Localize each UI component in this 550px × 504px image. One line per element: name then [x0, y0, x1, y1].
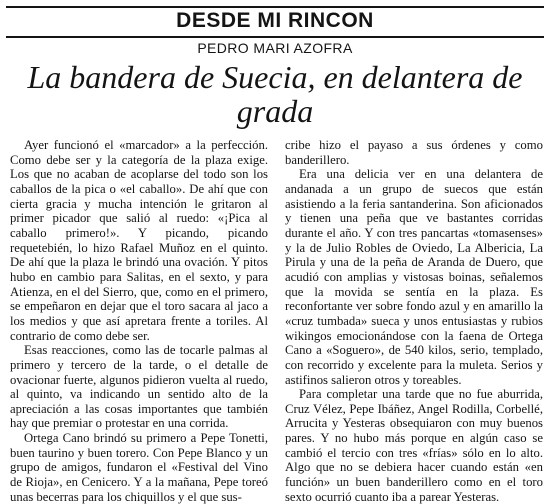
- right-column: [285, 138, 543, 504]
- section-rule: [6, 36, 544, 38]
- top-rule: [6, 6, 544, 8]
- section-title: DESDE MI RINCON: [176, 9, 374, 32]
- headline: La bandera de Suecia, en delantera de grada: [27, 59, 523, 129]
- left-column: [10, 138, 268, 504]
- paragraph: Ortega Cano brindó su primero a Pepe Tonetti, buen taurino y buen torero. Con Pepe Blanco y un grupo de amigos, fundaron el «Festival del Vino de Rioja», en Cenicero. Y a la mañana, Pepe toreó unas becerras para los chiquillos y el que sus-: [10, 431, 268, 504]
- paragraph-continuation: cribe hizo el payaso a sus órdenes y como banderillero.: [285, 138, 543, 167]
- paragraph: Esas reacciones, como las de tocarle palmas al primero y tercero de la tarde, o el detalle de ovacionar fuerte, algunos pidieron vuelta al ruedo, al quinto, va indicando un sentido alto de la apreciación a las cosas importantes que también hay que premiar o protestar en una corrida.: [10, 343, 268, 431]
- paragraph: Era una delicia ver en una delantera de andanada a un grupo de suecos que están asistiendo a la feria santanderina. Son aficionados y tienen una peña que ve bastantes corridas durante el año. Y con tres pancartas «tomasenses» y la de Julio Robles de Oviedo, La Albericia, La Pirula y una de la peña de Aranda de Duero, que acudió con amplias y vistosas boinas, señalemos que la movida se sentía en la plaza. Es reconfortante ver sobre fondo azul y en amarillo la «cruz tumbada» sueca y unos entusiastas y rubios wikingos emocionándose con la faena de Ortega Cano a «Soguero», de 540 kilos, serio, templado, con recorrido y excelente para la muleta. Serios y astifinos salieron otros y toreables.: [285, 167, 543, 387]
- paragraph: Ayer funcionó el «marcador» a la perfección. Como debe ser y la categoría de la plaza exige. Los que no acaban de acoplarse del todo son los caballos de la pica o «el caballo». De ahí que con cierta gracia y mucha intención le gritaron al primer picador que salió al ruedo: «¡Pica al caballo primero!». Y picando, picando requetebién, lo hizo Rafael Muñoz en el quinto. De ahí que la plaza le brindó una ovación. Y pitos hubo en cambio para Salitas, en el sexto, y para Atienza, en el del Sierro, que, como en el primero, se empeñaron en dejar que el toro sacara al jaco a los medios y que así apretara frente a toriles. Al contrario de como debe ser.: [10, 138, 268, 343]
- byline: PEDRO MARI AZOFRA: [197, 40, 353, 56]
- paragraph: Para completar una tarde que no fue aburrida, Cruz Vélez, Pepe Ibáñez, Angel Rodilla, Corbellé, Arrucita y Yesteras obsequiaron con muy buenos pares. Y no hubo más porque en algún caso se cambió el tercio con tres «frías» sólo en lo alto. Algo que no se debiera hacer cuando están «en función» un buen banderillero como en el toro sexto ocurrió cuanto iba a parear Yesteras.: [285, 387, 543, 504]
